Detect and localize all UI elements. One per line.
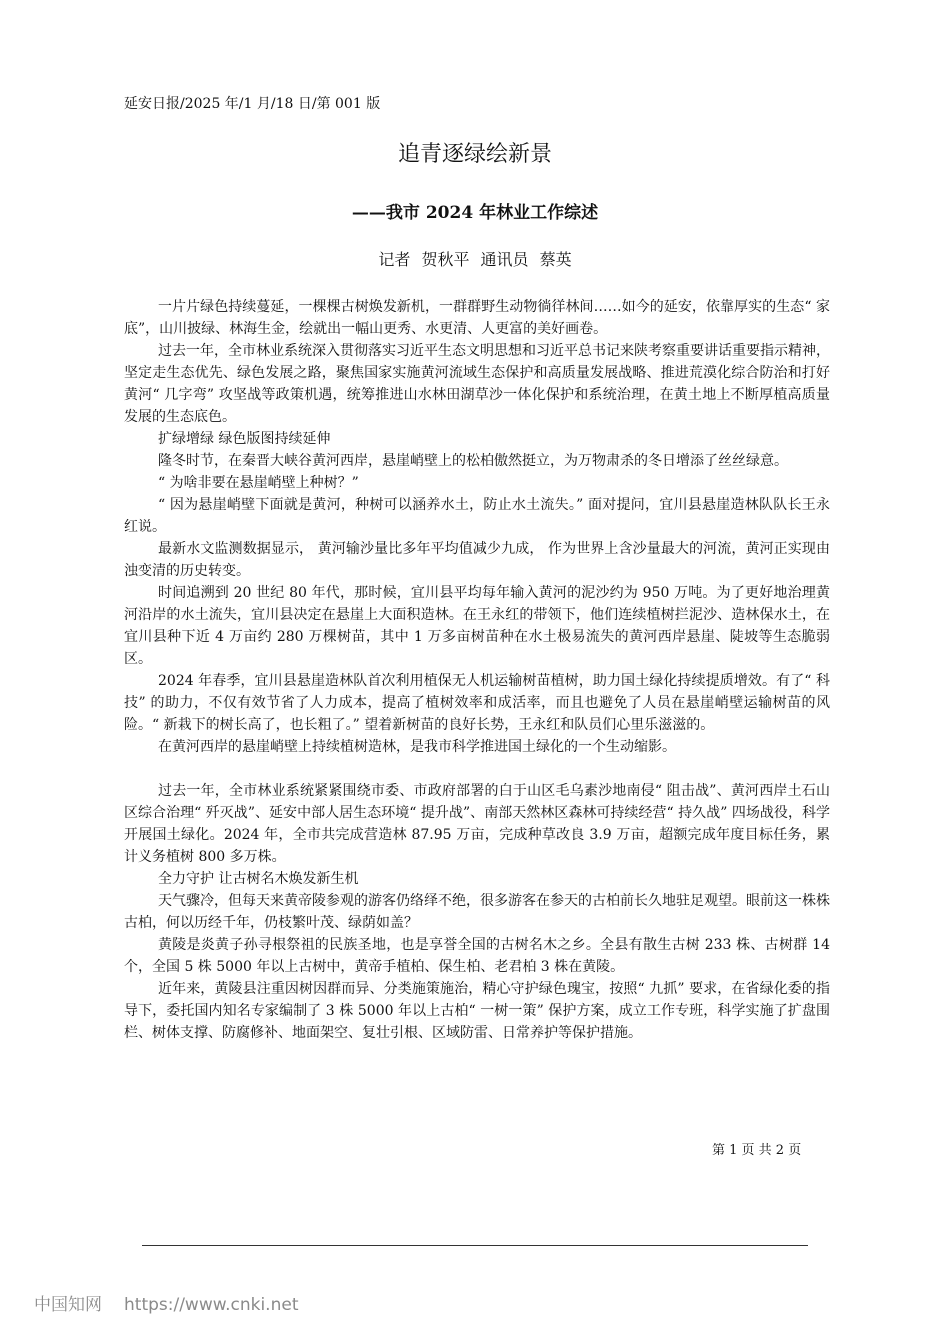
paragraph: 在黄河西岸的悬崖峭壁上持续植树造林，是我市科学推进国土绿化的一个生动缩影。 [158,739,676,755]
article-title: 追青逐绿绘新景 [397,142,552,167]
paragraph: 2024 年春季，宜川县悬崖造林队首次利用植保无人机运输树苗植树，助力国土绿化持续提质增效。有了“ 科技” 的助力，不仅有效节省了人力成本，提高了植树效率和成活率，而且也避免了人员在悬崖峭壁运输树苗的风险。“ 新栽下的树长高了，也长粗了。” 望着新树苗的良好长势，王永红和队员们心里乐滋滋的。 [124,673,830,733]
paragraph: 黄陵是炎黄子孙寻根祭祖的民族圣地，也是享誉全国的古树名木之乡。全县有散生古树 233 株、古树群 14 个，全国 5 株 5000 年以上古树中，黄帝手植柏、保生柏、老君柏 3 株在黄陵。 [124,937,830,975]
paragraph: 近年来，黄陵县注重因树因群而异、分类施策施治，精心守护绿色瑰宝，按照“ 九抓” 要求，在省绿化委的指导下，委托国内知名专家编制了 3 株 5000 年以上古柏“ 一树一策” 保护方案，成立工作专班，科学实施了扩盘围栏、树体支撑、防腐修补、地面架空、复壮引根、区域防雷、日常养护等保护措施。 [124,981,830,1041]
paragraph: 一片片绿色持续蔓延，一棵棵古树焕发新机，一群群野生动物徜徉林间……如今的延安，依靠厚实的生态“ 家底”，山川披绿、林海生金，绘就出一幅山更秀、水更清、人更富的美好画卷。 [124,299,830,337]
paragraph: “ 为啥非要在悬崖峭壁上种树？” [158,475,359,491]
section-heading: 扩绿增绿 绿色版图持续延伸 [158,431,331,447]
page-number: 第 1 页 共 2 页 [712,1143,802,1158]
byline: 记者 贺秋平 通讯员 蔡英 [378,250,572,269]
article-subtitle: ——我市 2024 年林业工作综述 [351,203,599,223]
section-heading: 全力守护 让古树名木焕发新生机 [158,871,359,887]
paragraph: 天气骤冷，但每天来黄帝陵参观的游客仍络绎不绝，很多游客在参天的古柏前长久地驻足观望。眼前这一株株古柏，何以历经千年，仍枝繁叶茂、绿荫如盖？ [124,893,830,931]
footer-divider [142,1245,808,1246]
watermark-brand: 中国知网 [34,1295,102,1315]
paragraph: 最新水文监测数据显示， 黄河输沙量比多年平均值减少九成， 作为世界上含沙量最大的河流，黄河正实现由浊变清的历史转变。 [124,541,830,579]
article-body [124,296,830,1044]
paragraph: 时间追溯到 20 世纪 80 年代，那时候，宜川县平均每年输入黄河的泥沙约为 950 万吨。为了更好地治理黄河沿岸的水土流失，宜川县决定在悬崖上大面积造林。在王永红的带领下，他们连续植树拦泥沙、造林保水土，在宜川县种下近 4 万亩约 280 万棵树苗，其中 1 万多亩树苗种在水土极易流失的黄河西岸悬崖、陡坡等生态脆弱区。 [124,585,830,667]
cnki-watermark [34,1294,298,1316]
paragraph-gap [124,758,830,780]
paragraph: 过去一年，全市林业系统深入贯彻落实习近平生态文明思想和习近平总书记来陕考察重要讲话重要指示精神，坚定走生态优先、绿色发展之路，聚焦国家实施黄河流域生态保护和高质量发展战略、推进荒漠化综合防治和打好黄河“ 几字弯” 攻坚战等政策机遇，统筹推进山水林田湖草沙一体化保护和系统治理，在黄土地上不断厚植高质量发展的生态底色。 [124,343,830,425]
paragraph: 隆冬时节，在秦晋大峡谷黄河西岸，悬崖峭壁上的松柏傲然挺立，为万物肃杀的冬日增添了丝丝绿意。 [158,453,788,469]
watermark-url: https://www.cnki.net [124,1295,299,1315]
paragraph: “ 因为悬崖峭壁下面就是黄河，种树可以涵养水土，防止水土流失。” 面对提问，宜川县悬崖造林队队长王永红说。 [124,497,830,535]
source-line: 延安日报/2025 年/1 月/18 日/第 001 版 [124,96,381,112]
paragraph: 过去一年，全市林业系统紧紧围绕市委、市政府部署的白于山区毛乌素沙地南侵“ 阻击战”、黄河西岸土石山区综合治理“ 歼灭战”、延安中部人居生态环境“ 提升战”、南部天然林区森林可持续经营“ 持久战” 四场战役，科学开展国土绿化。2024 年，全市共完成营造林 87.95 万亩，完成种草改良 3.9 万亩，超额完成年度目标任务，累计义务植树 800 多万株。 [124,783,830,865]
